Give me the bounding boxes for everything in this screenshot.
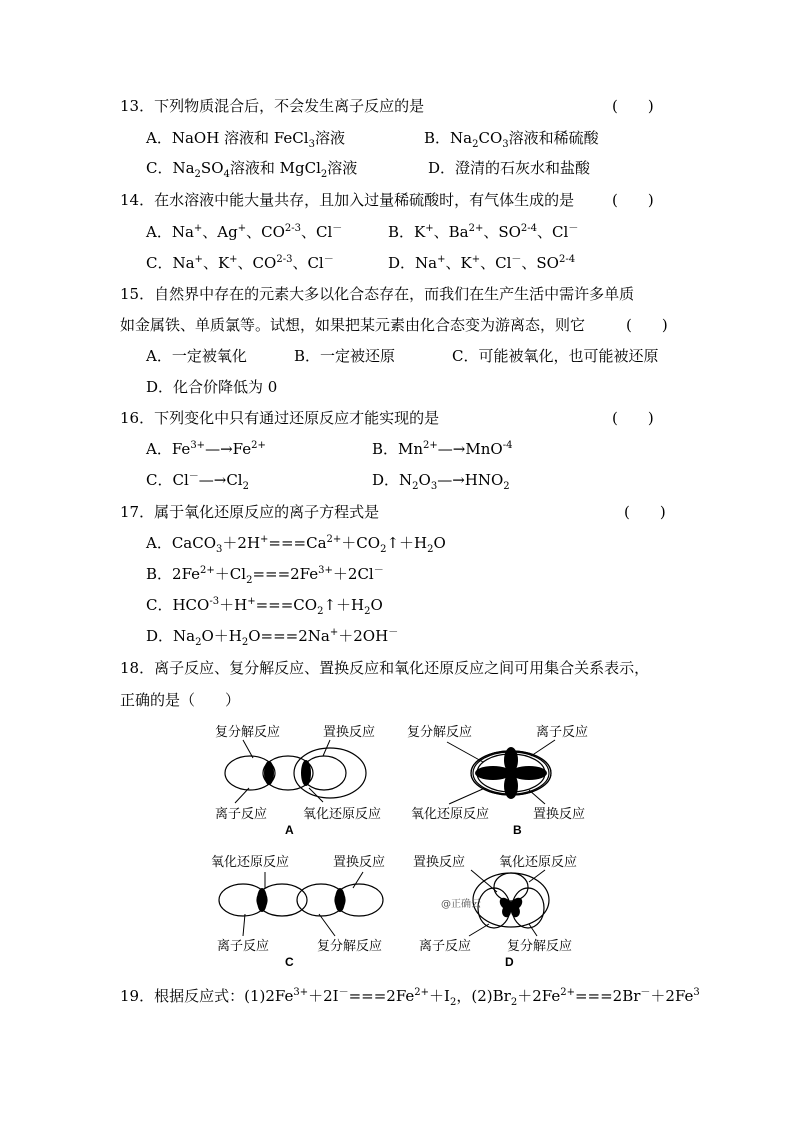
q13-answer-paren: ( ) [612, 97, 654, 115]
q17-option-d: D．$Na_2O+H_2O===2Na^++2OH^-$ [146, 627, 399, 648]
q17-answer-paren: ( ) [624, 503, 666, 521]
q14-option-d: D．Na+、K+、Cl－、SO$^{2-4}$ [388, 254, 576, 272]
q15-option-d: D．化合价降低为 0 [146, 378, 278, 396]
q18-stem-line1: 18．离子反应、复分解反应、置换反应和氧化还原反应之间可用集合关系表示， [120, 659, 650, 677]
q16-option-c: C．$Cl^-—\to Cl_2$ [146, 471, 249, 492]
diagram-b-petal-bottom [504, 773, 518, 799]
diagram-a-overlap-2 [301, 760, 311, 786]
q14-option-b: B．K+、$Ba^{2+}$、SO$^{2-4}$、Cl－ [388, 223, 579, 241]
q16-answer-paren: ( ) [612, 409, 654, 427]
diagram-b-petal-top [504, 747, 518, 773]
q15-stem-line1: 15．自然界中存在的元素大多以化合态存在，而我们在生产生活中需许多单质 [120, 285, 635, 303]
diagram-a-label-top-right: 置换反应 [323, 725, 376, 740]
diagram-c [205, 850, 415, 972]
diagram-b [405, 718, 605, 840]
q19-stem: 19．根据反应式：$(1)2Fe^{3+}+2I^-===2Fe^{2+}+I_2$，$(2)Br_2+2Fe^{2+}===2Br^-+2Fe^3$ [120, 987, 700, 1008]
diagram-c-overlap-1 [257, 888, 267, 912]
q16-stem: 16．下列变化中只有通过还原反应才能实现的是 [120, 409, 440, 427]
q18-stem-line2: 正确的是（ ） [120, 691, 241, 709]
q15-option-a: A．一定被氧化 [146, 347, 247, 365]
diagram-c-overlap-2 [335, 888, 345, 912]
q16-option-b: B．$Mn^{2+}—\to MnO^{-4}$ [372, 440, 513, 458]
q14-answer-paren: ( ) [612, 191, 654, 209]
diagram-b-letter: B [513, 823, 522, 837]
diagram-a [205, 718, 415, 840]
diagram-a-label-bottom-right: 氧化还原反应 [303, 807, 382, 822]
q16-option-d: D．$N_2O_3—\to HNO_2$ [372, 471, 510, 492]
diagram-d-label-top-left: 置换反应 [413, 855, 466, 870]
diagram-d-label-bottom-left: 离子反应 [419, 939, 472, 954]
q15-option-c: C．可能被氧化，也可能被还原 [452, 347, 659, 365]
q14-option-a: A．Na+、Ag+、CO$^{2-3}$、Cl－ [146, 223, 343, 241]
diagram-a-label-bottom-left: 离子反应 [215, 807, 268, 822]
q13-option-c: C．$Na_2SO_4$溶液和 MgCl$_2$溶液 [146, 159, 358, 180]
q14-stem: 14．在水溶液中能大量共存，且加入过量稀硫酸时，有气体生成的是 [120, 191, 575, 209]
diagram-d-ellipse-top [494, 873, 528, 901]
diagram-a-letter: A [285, 823, 294, 837]
diagram-b-label-top-left: 复分解反应 [407, 725, 473, 740]
q17-option-b: B．$2Fe^{2+}+Cl_2===2Fe^{3+}+2Cl^-$ [146, 565, 384, 586]
q13-option-d: D．澄清的石灰水和盐酸 [428, 159, 591, 177]
q14-option-c: C．Na+、K+、CO$^{2-3}$、Cl－ [146, 254, 334, 272]
q16-option-a: A．$Fe^{3+}—\to Fe^{2+}$ [146, 440, 266, 458]
diagram-c-label-bottom-left: 离子反应 [217, 939, 270, 954]
q17-stem: 17．属于氧化还原反应的离子方程式是 [120, 503, 380, 521]
q17-option-c: C．$HCO^{-3}+H^+===CO_2↑+H_2O$ [146, 596, 383, 617]
q15-option-b: B．一定被还原 [294, 347, 396, 365]
diagram-d-letter: D [505, 955, 514, 969]
q13-option-b: B．$Na_2CO_3$溶液和稀硫酸 [424, 129, 599, 150]
diagram-d-label-top-right: 氧化还原反应 [499, 855, 578, 870]
diagram-c-label-bottom-right: 复分解反应 [317, 939, 383, 954]
diagram-b-label-bottom-left: 氧化还原反应 [411, 807, 490, 822]
diagram-d [405, 850, 605, 972]
q15-answer-paren: ( ) [626, 316, 668, 334]
q15-stem-line2: 如金属铁、单质氯等。试想，如果把某元素由化合态变为游离态，则它 [120, 316, 586, 334]
q17-option-a: A．$CaCO_3+2H^+===Ca^{2+}+CO_2↑+H_2O$ [146, 534, 446, 555]
q13-option-a: A．NaOH 溶液和 FeCl$_3$溶液 [146, 129, 345, 150]
diagram-a-overlap-1 [264, 761, 274, 785]
diagram-d-label-bottom-right: 复分解反应 [507, 939, 573, 954]
q13-stem: 13．下列物质混合后，不会发生离子反应的是 [120, 97, 425, 115]
diagram-c-label-top-left: 氧化还原反应 [211, 855, 290, 870]
diagram-c-letter: C [285, 955, 294, 969]
diagram-b-label-bottom-right: 置换反应 [533, 807, 586, 822]
diagram-a-label-top-left: 复分解反应 [215, 725, 281, 740]
diagram-c-label-top-right: 置换反应 [333, 855, 386, 870]
diagram-b-label-top-right: 离子反应 [536, 725, 589, 740]
diagram-d-watermark: @正确云 [441, 899, 481, 910]
